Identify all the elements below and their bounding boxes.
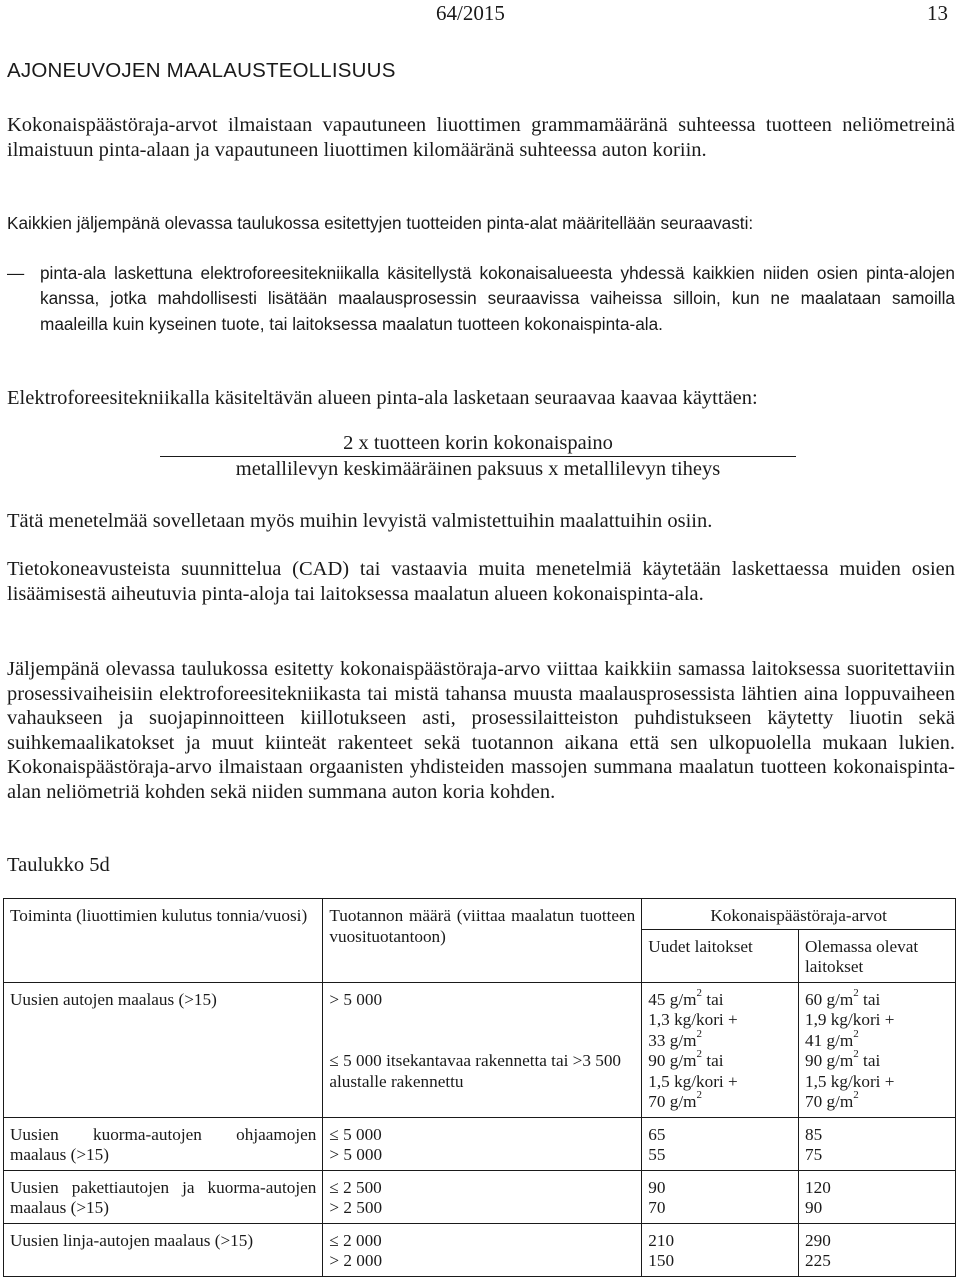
activity-cell: Uusien linja-autojen maalaus (>15) xyxy=(4,1223,323,1276)
definition-list-item xyxy=(7,261,955,366)
existing-limit-cell: 290 225 xyxy=(799,1223,956,1276)
header-existing-plants: Olemassa olevat laitokset xyxy=(799,929,956,982)
new-limit-cell: 45 $g/m^2$ tai 1,3 kg/kori + 33 $g/m^2$ 90 $g/m^2$ tai 1,5 kg/kori + 70 $g/m^2$ xyxy=(642,982,799,1117)
table-label: Taulukko 5d xyxy=(7,854,110,876)
production-cell: ≤ 5 000 > 5 000 xyxy=(323,1117,642,1170)
production-cell: ≤ 2 500 > 2 500 xyxy=(323,1170,642,1223)
paragraph-area-definition: Kaikkien jäljempänä olevassa taulukossa esitettyjen tuotteiden pinta-alat määritellään seuraavasti: xyxy=(7,213,754,233)
definition-text: pinta-ala laskettuna elektroforeesitekniikalla käsitellystä kokonaisalueesta yhdessä kaikkien niiden osien pinta-alojen kanssa, jotka mahdollisesti lisätään maalausprosessin seuraavissa vaiheissa silloin, kun ne maalataan samoilla maaleilla kuin kyseinen tuote, tai laitoksessa maalatun tuotteen kokonaispinta-ala. xyxy=(40,263,955,334)
dash-marker: — xyxy=(7,263,25,283)
activity-cell: Uusien autojen maalaus (>15) xyxy=(4,982,323,1117)
header-new-plants: Uudet laitokset xyxy=(642,929,799,982)
area-formula xyxy=(160,432,796,481)
paragraph-method-scope: Tätä menetelmää sovelletaan myös muihin levyistä valmistettuihin maalattuihin osiin. xyxy=(7,510,713,532)
activity-cell: Uusien pakettiautojen ja kuorma-autojen maalaus (>15) xyxy=(4,1170,323,1223)
production-value: ≤ 5 000 itsekantavaa rakennetta tai >3 500 alustalle rakennettu xyxy=(329,1051,622,1091)
activity-cell: Uusien kuorma-autojen ohjaamojen maalaus (>15) xyxy=(4,1117,323,1170)
header-limits: Kokonaispäästöraja-arvot xyxy=(642,899,956,930)
paragraph-limits-intro: Kokonaispäästöraja-arvot ilmaistaan vapautuneen liuottimen grammamääränä suhteessa tuotteen neliömetreinä ilmaistuun pinta-alaan ja vapautuneen liuottimen kilomääränä suhteessa auton koriin. xyxy=(7,114,955,161)
existing-limit-cell: 120 90 xyxy=(799,1170,956,1223)
existing-limit-cell: 60 $g/m^2$ tai 1,9 kg/kori + 41 $g/m^2$ 90 $g/m^2$ tai 1,5 kg/kori + 70 $g/m^2$ xyxy=(799,982,956,1117)
emission-limits-table xyxy=(3,898,956,1277)
production-value: > 5 000 xyxy=(329,989,383,1009)
formula-denominator: metallilevyn keskimääräinen paksuus x metallilevyn tiheys xyxy=(235,458,721,480)
paragraph-cad: Tietokoneavusteista suunnittelua (CAD) tai vastaavia muita menetelmiä käytetään laskettaessa muiden osien lisäämisestä aiheutuvia pinta-aloja tai laitoksessa maalatun alueen kokonaispinta-ala. xyxy=(7,558,955,605)
formula-numerator: 2 x tuotteen korin kokonaispaino xyxy=(160,432,796,457)
table-header-row xyxy=(4,899,956,930)
table-row xyxy=(4,982,956,1117)
production-cell: ≤ 2 000 > 2 000 xyxy=(323,1223,642,1276)
existing-limit-cell: 85 75 xyxy=(799,1117,956,1170)
new-limit-cell: 210 150 xyxy=(642,1223,799,1276)
new-limit-cell: 90 70 xyxy=(642,1170,799,1223)
header-production: Tuotannon määrä (viittaa maalatun tuotteen vuosituotantoon) xyxy=(323,899,642,983)
production-cell xyxy=(323,982,642,1117)
header-activity: Toiminta (liuottimien kulutus tonnia/vuosi) xyxy=(4,899,323,983)
paragraph-formula-intro: Elektroforeesitekniikalla käsiteltävän alueen pinta-ala lasketaan seuraavaa kaavaa käyttäen: xyxy=(7,387,758,409)
table-row xyxy=(4,1117,956,1170)
table-row xyxy=(4,1223,956,1276)
new-limit-cell: 65 55 xyxy=(642,1117,799,1170)
paragraph-total-limit: Jäljempänä olevassa taulukossa esitetty kokonaispäästöraja-arvo viittaa kaikkiin samassa laitoksessa suoritettaviin prosessivaiheisiin elektroforeesitekniikasta tai mistä tahansa muusta maalausprosessista lähtien aina loppuvaiheen vahaukseen ja suojapinnoitteen kiillotukseen asti, prosessilaitteiston puhdistukseen käytetty liuotin sekä suihkemaalikatokset ja muut kiinteät rakenteet sekä tuotannon aikana että sen ulkopuolella mukaan lukien. Kokonaispäästöraja-arvo ilmaistaan orgaanisten yhdisteiden massojen summana maalatun tuotteen kokonaispinta-alan neliömetriä kohden sekä niiden summana auton koria kohden. xyxy=(7,658,955,803)
section-heading: AJONEUVOJEN MAALAUSTEOLLISUUS xyxy=(7,59,396,82)
table-row xyxy=(4,1170,956,1223)
issue-number: 64/2015 xyxy=(436,1,505,25)
page-number: 13 xyxy=(927,1,948,25)
